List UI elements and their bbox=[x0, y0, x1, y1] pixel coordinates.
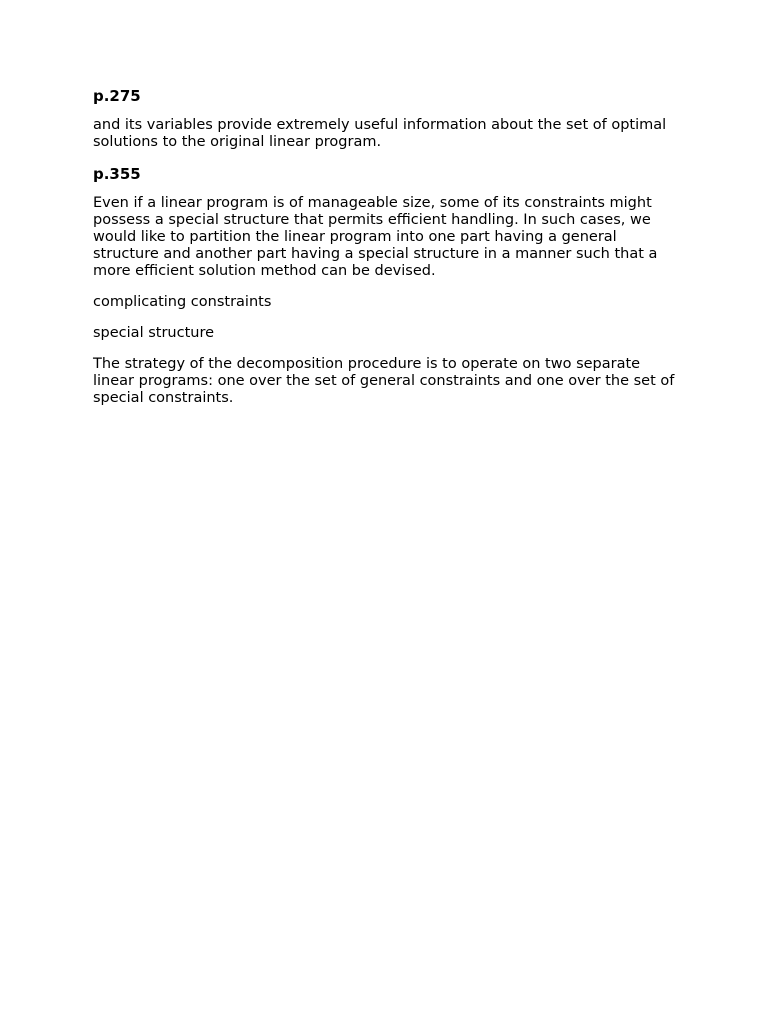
paragraph: Even if a linear program is of manageable size, some of its constraints might possess a special structure that permits efficient handling. In such cases, we would like to partition the linear program into one part having a general structure and another part having a special structure in a manner such that a more efficient solution method can be devised. bbox=[93, 195, 658, 279]
paragraph: and its variables provide extremely useful information about the set of optimal solutions to the original linear program. bbox=[93, 117, 667, 150]
section-heading: p.275 bbox=[93, 87, 141, 105]
section-heading: p.355 bbox=[93, 165, 141, 183]
section-p355 bbox=[93, 164, 683, 407]
section-p275 bbox=[93, 86, 683, 151]
paragraph: The strategy of the decomposition procedure is to operate on two separate linear programs: one over the set of general constraints and one over the set of special constraints. bbox=[93, 356, 675, 406]
paragraph: complicating constraints bbox=[93, 294, 272, 310]
document-page bbox=[93, 86, 683, 421]
paragraph: special structure bbox=[93, 325, 215, 341]
